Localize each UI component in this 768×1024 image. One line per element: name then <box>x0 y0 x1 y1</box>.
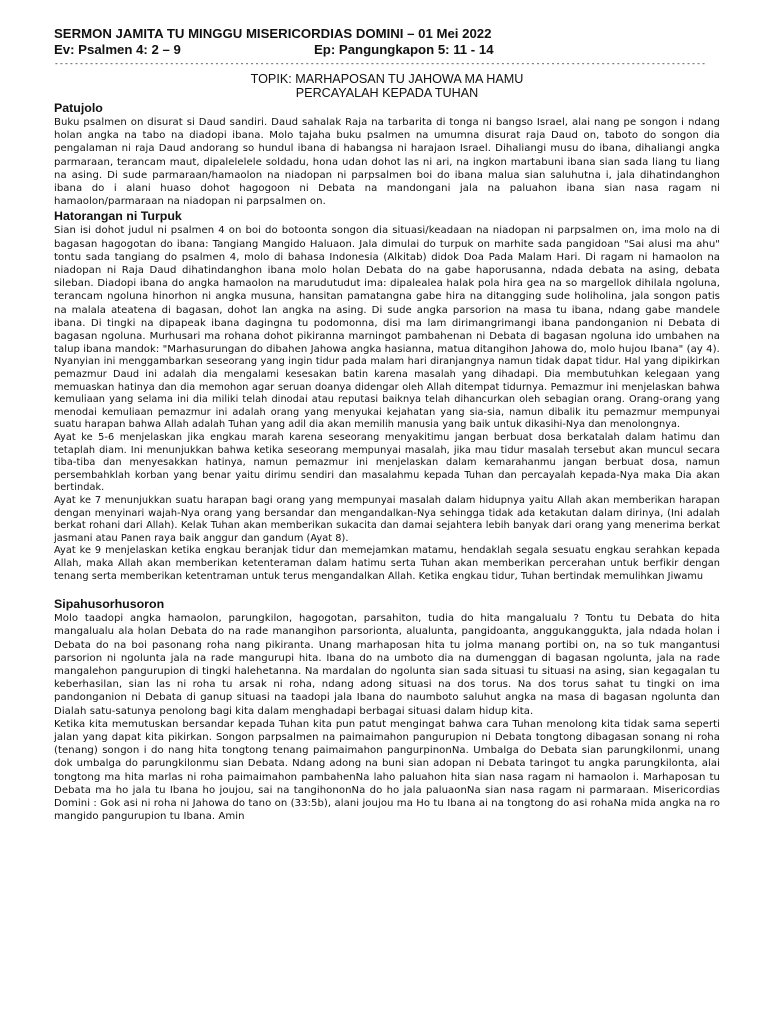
hatorangan-paragraph-4: Ayat ke 7 menunjukkan suatu harapan bagi orang yang mempunyai masalah dalam hidupnya yaitu Allah akan memberikan harapan dengan menyinari wajah-Nya orang yang bersandar dan mengandalkan-Nya sehingga tidak ada ketakutan dalam dirinya, (Ini adalah berkat rohani dari Allah). Kelak Tuhan akan memberikan sukacita dan damai sejahtera lebih banyak dari orang yang menerima berkat jasmani atau Panen raya baik anggur dan gandum (Ayat 8). <box>54 494 720 544</box>
section-spacer <box>54 583 720 596</box>
ev-reference: Ev: Psalmen 4: 2 – 9 <box>54 42 181 57</box>
hatorangan-paragraph-5: Ayat ke 9 menjelaskan ketika engkau beranjak tidur dan memejamkan matamu, hendaklah segala sesuatu engkau serahkan kepada Allah, maka Allah akan memberikan ketenteraman dalam hatimu serta Tuhan akan memberikan percerahan untuk berfikir dengan tenang serta memberikan ketentraman untuk terus mengandalkan Allah. Ketika engkau tidur, Tuhan bertindak memulihkan Jiwamu <box>54 545 720 582</box>
sipahusorhusoron-paragraph-2: Ketika kita memutuskan bersandar kepada Tuhan kita pun patut mengingat bahwa cara Tuhan menolong kita tidak sama seperti jalan yang dapat kita pikirkan. Songon parpsalmen na paimaimahon pangurupion ni Debata tongtong dibagasan sonang ni roha (tenang) songon i do nang hita tongtong tenang paimaimahon pangurpinonNa. Umbalga do Debata sian parungkilonmi, unang dok umbalga do parungkilonmu sian Debata. Ndang adong na buni sian adopan ni Debata taringot tu angka parungkilonta, alai tongtong ma hita marlas ni roha paimaimahon pambahenNa laho paluahon hita sian nasa ragam ni hamaolon i. Marhaposan tu Debata ma ho jala tu Ibana ho joujou, sai na tangihononNa do ho jala paluaonNa sian nasa ragam ni parmaraan. Misericordias Domini : Gok asi ni roha ni Jahowa do tano on (33:5b), alani joujou ma Ho tu Ibana ai na tongtong do asi rohaNa mida angka na ro mangido pangurupion tu Ibana. Amin <box>54 718 720 823</box>
section-title-sipahusorhusoron: Sipahusorhusoron <box>54 597 165 612</box>
topic-line-2: PERCAYALAH KEPADA TUHAN <box>295 86 479 100</box>
hatorangan-paragraph-2: Nyanyian ini menggambarkan seseorang yang ingin tidur pada malam hari diranjangnya namun tidak dapat tidur. Hal yang dipikirkan pemazmur Daud ini adalah dia mengalami kesesakan batin karena masalah yang dihadapi. Dia membutuhkan kelegaan yang memuaskan hatinya dan dia memohon agar seruan doanya didengar oleh Allah ditempat tidurnya. Pemazmur ini menjelaskan bahwa kemuliaan yang selama ini dia miliki telah dinodai atau reputasi baiknya telah dihancurkan oleh sebagian orang. Orang-orang yang menodai kemuliaan pemazmur ini adalah orang yang menyukai kejahatan yang sia-sia, namun dibalik itu pemazmur mempunyai suatu harapan bahwa Allah adalah Tuhan yang adil dia akan memilih manusia yang baik untuk dikasihi-Nya dan menolongnya. <box>54 356 720 431</box>
sipahusorhusoron-paragraph-1: Molo taadopi angka hamaolon, parungkilon, hagogotan, parsahiton, tudia do hita mangalualu ? Tontu tu Debata do hita mangalualu ala holan Debata do na rade manangihon parsorionta, alualunta, pangidoanta, anggukanggukta, jala ndada holan i Debata do na boi pasonang roha nang pikiranta. Unang marhaposan hita tu jolma manang portibi on, na so tuk mangantusi parsorion ni ngolunta jala na rade mangurupi hita. Ibana do na umboto dia na dumenggan di bagasan ngolunta, jala na rade mangalehon pangurupion di tingki halehetanna. Na mardalan do ngolunta sian sada situasi tu situasi na asing, sian kegagalan tu keberhasilan, sian las ni roha tu arsak ni roha, ndang adong situasi na dos torus. Na dos torus sahat tu tingki on ima pandonganion ni Debata di ganup situasi na taadopi jala Ibana do naumboto saluhut angka na masa di bagasan ngolunta dan Dialah satu-satunya penolong bagi kita dalam menghadapi berbagai situasi dalam hidup kita. <box>54 613 720 717</box>
scripture-references <box>54 42 720 58</box>
topic-line-1: TOPIK: MARHAPOSAN TU JAHOWA MA HAMU <box>250 72 524 86</box>
section-title-hatorangan: Hatorangan ni Turpuk <box>54 209 182 224</box>
patujolo-paragraph: Buku psalmen on disurat si Daud sandiri. Daud sahalak Raja na tarbarita di tonga ni bangso Israel, alai nang pe songon i ndang holan angka na tabo na diadopi ibana. Molo tajaha buku psalmen na umumna disurat raja Daud on, taboto do songon dia pengalaman ni raja Daud andorang so hundul ibana di habangsa ni harajaon Israel. Dihaliangi musu do ibana, dihaliangi angka parmaraan, terancam maut, dipalelelele soldadu, hona udan dohot las ni ari, na ingkon martabuni ibana sian sada liang tu liang na asing. Di sude parmaraan/hamaolon na niadopan ni parpsalmen boi do ibana malua sian saluhutna i, jala dihatindanghon ibana do i alani huaso dohot hagogoon ni Debata na mandongani jala na paluahon ibana sian nasa ragam ni hamaolon/parmaraan na niadopan ni parpsalmen on. <box>54 117 720 208</box>
hatorangan-paragraph-3: Ayat ke 5-6 menjelaskan jika engkau marah karena seseorang menyakitimu jangan berbuat dosa berkatalah dalam hatimu dan tetaplah diam. Ini menunjukkan bahwa ketika seseorang mempunyai masalah, jika mau tidur masalah tersebut akan muncul secara tiba-tiba dan menyesakkan hatinya, namun pemazmur ini menjelaskan dalam kemarahanmu jangan berbuat dosa, namun persembahklah korban yang benar yaitu dirimu sendiri dan masalahmu kepada Tuhan dan percayalah kepada-Nya maka Dia akan bertindak. <box>54 432 720 494</box>
sermon-title: SERMON JAMITA TU MINGGU MISERICORDIAS DOMINI – 01 Mei 2022 <box>54 26 492 41</box>
section-title-patujolo: Patujolo <box>54 101 103 115</box>
ep-reference: Ep: Pangungkapon 5: 11 - 14 <box>314 42 494 57</box>
hatorangan-paragraph-1: Sian isi dohot judul ni psalmen 4 on boi do botoonta songon dia situasi/keadaan na niadopan ni parpsalmen on, ima molo na di bagasan hagogotan do ibana: Tangiang Mangido Haluaon. Jala dimulai do turpuk on marhite sada pangidoan "Sai alusi ma ahu" tontu sada tangiang do psalmen 4, molo di bahasa Indonesia (Alkitab) didok Doa Pada Malam Hari. Di ragam ni hamaolon na niadopan ni Raja Daud dihatindanghon ibana molo holan Debata do na gabe haporusanna, ndada debata na asing, debata sileban. Diadopi ibana do angka hamaolon na marudutudut ima: dipalealea halak pola hira gea na so margellok dihilala ngoluna, terancam ngoluna hinorhon ni angka musuna, hansitan pamatangna gabe hira na ditangging sude holiholina, jala songon patis na malala ateatena di bagasan, dohot lan angka na asing. Di sude angka parsorion na masa tu ibana, ndang gabe mandele ibana. Di tingki na dipapeak ibana dagingna tu podomonna, disi ma lam dirimangrimangi ibana pandonganion ni Debata di bagasan ngoluna. Murhusari ma rohana dohot pikiranna marningot pambahenan ni Debata di bagasan ngoluna ido umbahen na talup ibana mandok: "Marhasurungan do dibahen Jahowa angka hasianna, matua ditangihon Jahowa do, molo hujou Ibana" (ay 4). <box>54 225 720 356</box>
dashed-divider: ---------------------------------------------------------------------------------------------------------------------------------- <box>54 59 707 68</box>
